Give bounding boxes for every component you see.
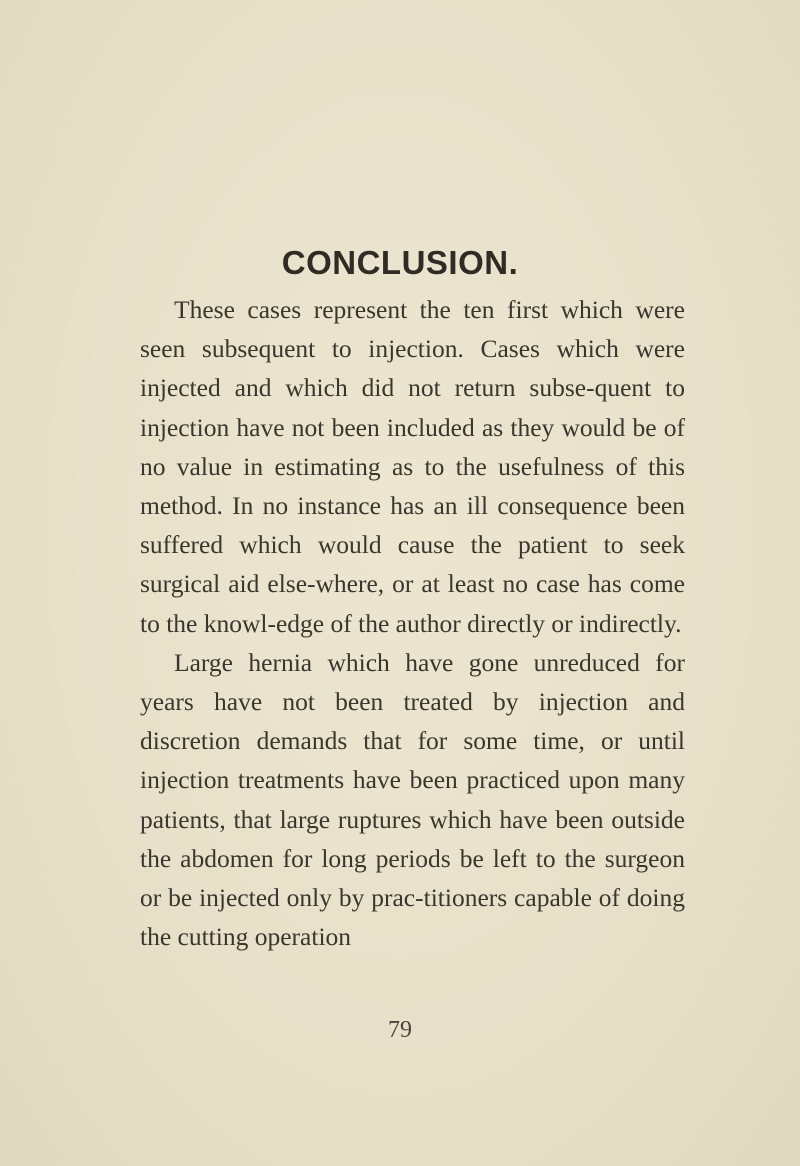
paragraph-1: These cases represent the ten first which were seen subsequent to injection. Cases which were injected and which did not return subse-quent to injection have not been included as they would be of no value in estimating as to the usefulness of this method. In no instance has an ill consequence been suffered which would cause the patient to seek surgical aid else-where, or at least no case has come to the knowl-edge of the author directly or indirectly. — [140, 295, 685, 638]
chapter-heading: CONCLUSION. — [281, 244, 519, 281]
body-text — [140, 290, 685, 956]
paragraph-2: Large hernia which have gone unreduced for years have not been treated by injection and discretion demands that for some time, or until injection treatments have been practiced upon many patients, that large ruptures which have been outside the abdomen for long periods be left to the surgeon or be injected only by prac-titioners capable of doing the cutting operation — [140, 647, 685, 952]
page-number: 79 — [388, 1017, 412, 1043]
